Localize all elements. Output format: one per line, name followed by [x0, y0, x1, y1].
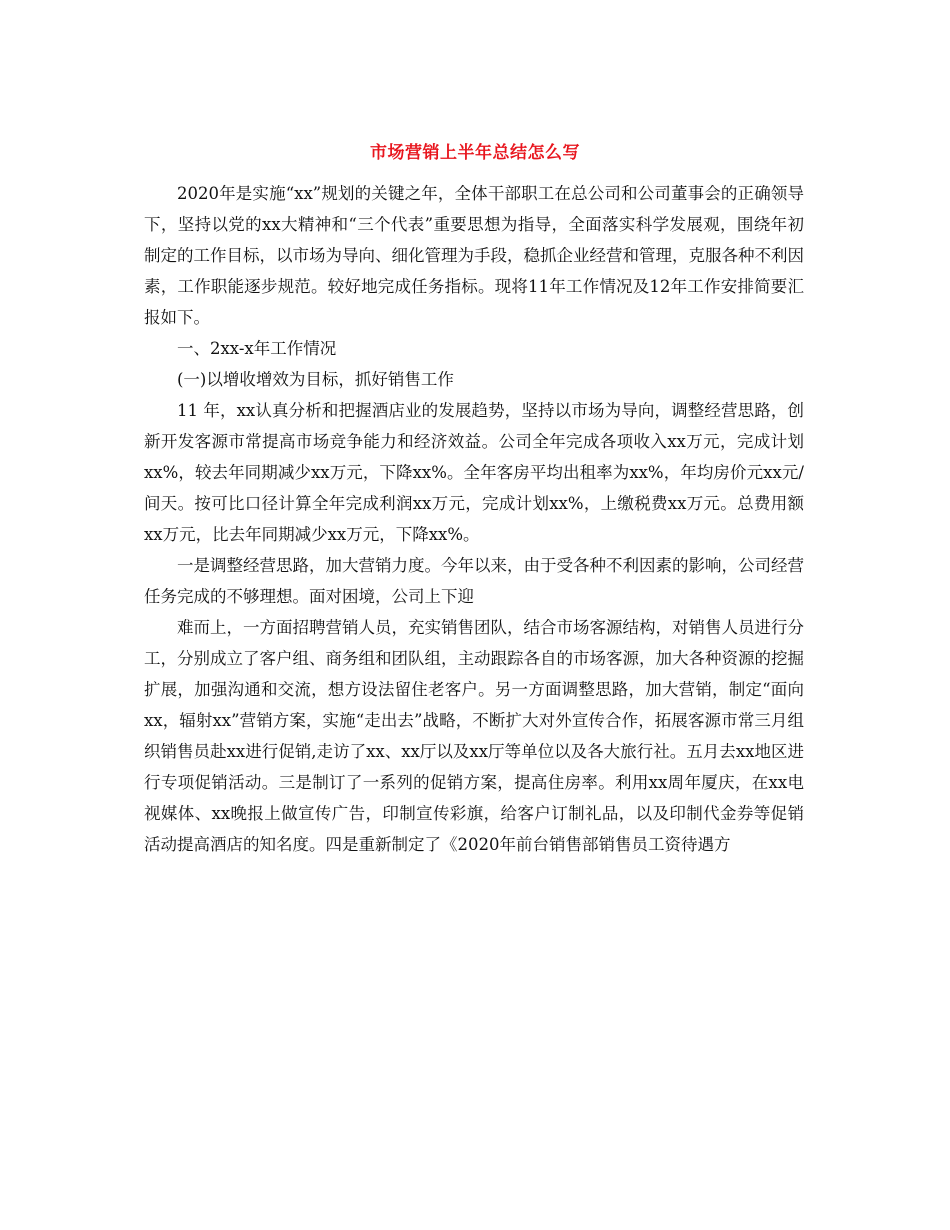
paragraph-marketing: 难而上，一方面招聘营销人员，充实销售团队，结合市场客源结构，对销售人员进行分工，分别成立了客户组、商务组和团队组，主动跟踪各自的市场客源，加大各种资源的挖掘扩展，加强沟通和交流，想方设法留住老客户。另一方面调整思路，加大营销，制定“面向xx，辐射xx”营销方案，实施“走出去”战略，不断扩大对外宣传合作，拓展客源市常三月组织销售员赴xx进行促销,走访了xx、xx厅以及xx厅等单位以及各大旅行社。五月去xx地区进行专项促销活动。三是制订了一系列的促销方案，提高住房率。利用xx周年厦庆，在xx电视媒体、xx晚报上做宣传广告，印制宣传彩旗，给客户订制礼品，以及印制代金券等促销活动提高酒店的知名度。四是重新制定了《2020年前台销售部销售员工资待遇方 — [144, 618, 804, 854]
subsection-heading: (一)以增收增效为目标，抓好销售工作 — [177, 370, 454, 389]
document-title: 市场营销上半年总结怎么写 — [370, 143, 580, 163]
paragraph-performance: 11 年，xx认真分析和把握酒店业的发展趋势，坚持以市场为导向，调整经营思路，创新开发客源市常提高市场竞争能力和经济效益。公司全年完成各项收入xx万元，完成计划xx%，较去年同期减少xx万元，下降xx%。全年客房平均出租率为xx%，年均房价元xx元/间天。按可比口径计算全年完成利润xx万元，完成计划xx%，上缴税费xx万元。总费用额xx万元，比去年同期减少xx万元，下降xx%。 — [144, 401, 804, 544]
paragraph-strategy: 一是调整经营思路，加大营销力度。今年以来，由于受各种不利因素的影响，公司经营任务完成的不够理想。面对困境，公司上下迎 — [144, 556, 804, 606]
paragraph-intro: 2020年是实施“xx”规划的关键之年，全体干部职工在总公司和公司董事会的正确领导下，坚持以党的xx大精神和“三个代表”重要思想为指导，全面落实科学发展观，围绕年初制定的工作目标，以市场为导向、细化管理为手段，稳抓企业经营和管理，克服各种不利因素，工作职能逐步规范。较好地完成任务指标。现将11年工作情况及12年工作安排简要汇报如下。 — [144, 184, 804, 327]
section-heading: 一、2xx-x年工作情况 — [177, 339, 337, 358]
document-body — [144, 178, 804, 860]
